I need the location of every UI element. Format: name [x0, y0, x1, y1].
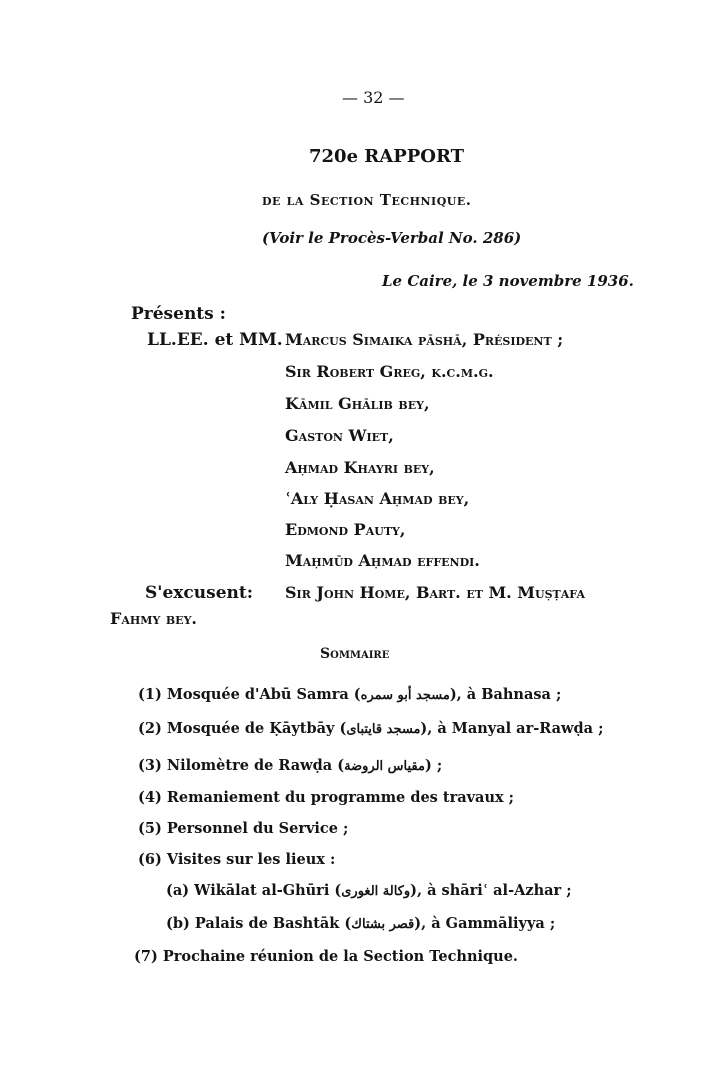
section-line: de la Section Technique. [262, 191, 472, 209]
member-4: Gaston Wiet, [285, 426, 394, 445]
sommaire-item-5: (5) Personnel du Service ; [138, 820, 349, 837]
excusent-line-2: Fahmy bey. [110, 609, 197, 628]
proces-verbal-reference: (Voir le Procès-Verbal No. 286) [262, 229, 522, 247]
sommaire-heading: Sommaire [320, 646, 390, 662]
excusent-line-1: Sir John Home, Bart. et M. Muṣṭafa [285, 583, 585, 602]
sommaire-item-2: (2) Mosquée de Ḳāytbāy (مسجد قايتباى), à Manyal ar-Rawḍa ; [138, 720, 604, 737]
member-8: Maḥmūd Aḥmad effendi. [285, 551, 480, 570]
presents-label: Présents : [131, 304, 226, 324]
sommaire-item-6: (6) Visites sur les lieux : [138, 851, 336, 868]
member-6: ʿAly Ḥasan Aḥmad bey, [285, 489, 470, 508]
presents-prefix: LL.EE. et MM. [147, 330, 283, 350]
excusent-label: S'excusent: [145, 583, 254, 603]
member-5: Aḥmad Khayri bey, [285, 458, 435, 477]
member-3: Kāmil Ghālib bey, [285, 394, 430, 413]
page-number: — 32 — [342, 88, 405, 107]
member-1: Marcus Simaika pāshā, Président ; [285, 330, 564, 349]
sommaire-item-4: (4) Remaniement du programme des travaux ; [138, 789, 515, 806]
sommaire-item-3: (3) Nilomètre de Rawḍa (مقياس الروضة) ; [138, 757, 443, 774]
date-line: Le Caire, le 3 novembre 1936. [382, 272, 634, 290]
member-2: Sir Robert Greg, k.c.m.g. [285, 362, 494, 381]
sommaire-item-1: (1) Mosquée d'Abū Samra (مسجد أبو سمره), à Bahnasa ; [138, 686, 562, 703]
sommaire-item-7: (7) Prochaine réunion de la Section Technique. [134, 948, 518, 965]
report-title: 720e RAPPORT [309, 146, 465, 167]
sommaire-item-6a: (a) Wikālat al-Ghūri (وكالة الغورى), à shāriʿ al-Azhar ; [166, 882, 572, 899]
member-7: Edmond Pauty, [285, 520, 406, 539]
sommaire-item-6b: (b) Palais de Bashtāk (قصر بشتاك), à Gammāliyya ; [166, 915, 556, 932]
